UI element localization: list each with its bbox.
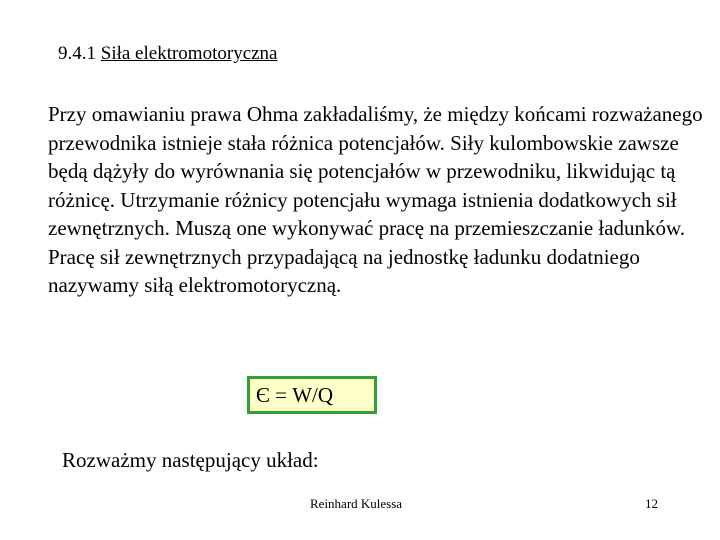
paragraph-emf-intro: Przy omawianiu prawa Ohma zakładaliśmy, że między końcami rozważanego przewodnika istnieje stała różnica potencjałów. Siły kulombowskie zawsze będą dążyły do wyrównania się potencjałów w przewodniku, likwidując tą różnicę. Utrzymanie różnicy potencjału wymaga istnienia dodatkowych sił zewnętrznych. Muszą one wykonywać pracę na przemieszczanie ładunków. — [48, 102, 703, 240]
page-number: 12 — [645, 496, 658, 511]
section-heading — [58, 42, 278, 66]
paragraph-emf-definition: Pracę sił zewnętrznych przypadającą na jednostkę ładunku dodatniego nazywamy siłą elektromotoryczną. — [48, 244, 640, 297]
section-title: Siła elektromotoryczna — [100, 43, 278, 64]
footer-author: Reinhard Kulessa — [310, 496, 403, 511]
section-number: 9.4.1 — [58, 43, 96, 64]
sub-heading: Rozważmy następujący układ: — [62, 448, 319, 472]
emf-formula: Є = W/Q — [247, 376, 377, 414]
body-text — [48, 100, 708, 300]
